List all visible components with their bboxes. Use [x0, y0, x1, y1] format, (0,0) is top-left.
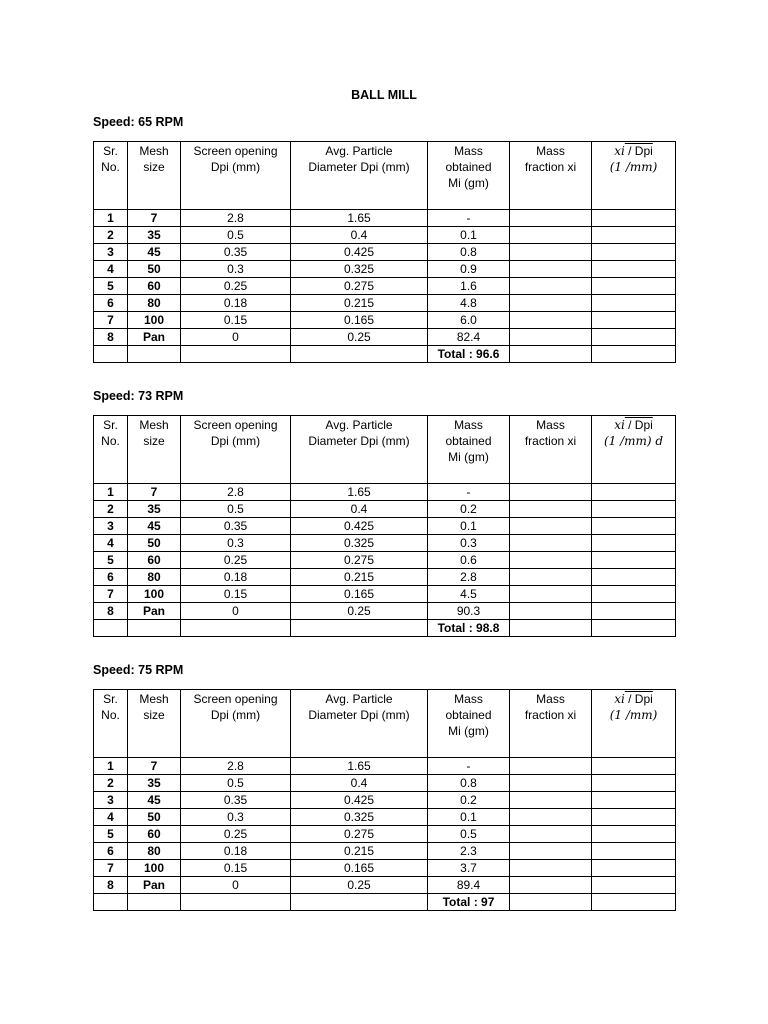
table-cell: 4 [94, 535, 128, 552]
table-cell: 6 [94, 569, 128, 586]
table-cell: 7 [128, 210, 181, 227]
mass-fraction-cell [510, 535, 592, 552]
table-cell: Pan [128, 603, 181, 620]
table-cell: Pan [128, 877, 181, 894]
ratio-sep: / Dpi [624, 692, 653, 706]
ratio-cell [592, 758, 676, 775]
table-cell: 0.275 [291, 278, 428, 295]
table-row [94, 826, 676, 843]
table-cell: 50 [128, 809, 181, 826]
header-line: Diameter Dpi (mm) [308, 434, 410, 448]
table-cell: 5 [94, 826, 128, 843]
table-row [94, 227, 676, 244]
mass-fraction-cell [510, 586, 592, 603]
xi-symbol: xi [614, 144, 625, 158]
empty-cell [128, 620, 181, 637]
table-cell: 2 [94, 775, 128, 792]
table-cell: 0.325 [291, 535, 428, 552]
total-row [94, 894, 676, 911]
table-row [94, 775, 676, 792]
table-cell: 100 [128, 860, 181, 877]
header-avg [291, 416, 428, 484]
table-row [94, 586, 676, 603]
table-cell: 0.25 [291, 603, 428, 620]
header-line: Avg. Particle [325, 144, 393, 158]
table-cell: 0.3 [181, 809, 291, 826]
header-line: Dpi (mm) [210, 160, 261, 174]
table-cell: 0.325 [291, 809, 428, 826]
table-cell: 0 [181, 329, 291, 346]
ratio-cell [592, 312, 676, 329]
ratio-cell [592, 792, 676, 809]
header-row [94, 416, 676, 484]
table-cell: 89.4 [428, 877, 510, 894]
table-cell: 7 [94, 860, 128, 877]
ratio-cell [592, 603, 676, 620]
header-fraction [510, 416, 592, 484]
table-cell: 0.5 [181, 227, 291, 244]
table-cell: 4.8 [428, 295, 510, 312]
table-row [94, 518, 676, 535]
table-cell: 0.9 [428, 261, 510, 278]
table-cell: 0.165 [291, 860, 428, 877]
header-line: Sr. [103, 692, 118, 706]
table-cell: 0.4 [291, 227, 428, 244]
header-line: Avg. Particle [325, 692, 393, 706]
table-row [94, 860, 676, 877]
mass-fraction-cell [510, 826, 592, 843]
header-line: obtained [445, 434, 492, 448]
data-table [93, 141, 676, 363]
header-fraction [510, 690, 592, 758]
table-cell: 0.18 [181, 569, 291, 586]
header-screen [181, 690, 291, 758]
table-cell: 0 [181, 603, 291, 620]
header-mesh [128, 142, 181, 210]
header-line: Mesh [139, 144, 169, 158]
header-screen [181, 416, 291, 484]
table-cell: 1 [94, 758, 128, 775]
mass-fraction-cell [510, 278, 592, 295]
table-cell: 0.275 [291, 552, 428, 569]
table-cell: 3 [94, 792, 128, 809]
header-line: Mesh [139, 418, 169, 432]
table-cell: 7 [94, 312, 128, 329]
table-cell: 0.25 [181, 278, 291, 295]
header-line: Mass [454, 144, 483, 158]
table-cell: 6 [94, 843, 128, 860]
table-cell: 45 [128, 244, 181, 261]
table-cell: 100 [128, 586, 181, 603]
table-cell: 0.25 [181, 552, 291, 569]
header-line: Mi (gm) [448, 724, 489, 738]
table-cell: - [428, 484, 510, 501]
table-cell: 45 [128, 792, 181, 809]
table-cell: 3 [94, 244, 128, 261]
header-fraction [510, 142, 592, 210]
mass-fraction-cell [510, 261, 592, 278]
table-cell: 45 [128, 518, 181, 535]
header-screen [181, 142, 291, 210]
table-cell: 4 [94, 809, 128, 826]
header-mass [428, 416, 510, 484]
mass-fraction-cell [510, 843, 592, 860]
mass-fraction-cell [510, 210, 592, 227]
table-cell: 0.215 [291, 569, 428, 586]
ratio-sep: / Dpi [624, 144, 653, 158]
mass-fraction-cell [510, 295, 592, 312]
header-line: Mass [536, 144, 565, 158]
header-line: Screen opening [193, 418, 278, 432]
table-cell: 0.3 [181, 535, 291, 552]
table-cell: 5 [94, 278, 128, 295]
empty-cell [291, 894, 428, 911]
table-row [94, 312, 676, 329]
table-cell: 2.8 [181, 758, 291, 775]
header-line: Sr. [103, 144, 118, 158]
table-row [94, 569, 676, 586]
table-cell: 35 [128, 501, 181, 518]
page-title: BALL MILL [351, 88, 417, 102]
table-cell: 0.4 [291, 501, 428, 518]
table-cell: 0.215 [291, 843, 428, 860]
header-line: Mi (gm) [448, 176, 489, 190]
total-row [94, 346, 676, 363]
data-table [93, 415, 676, 637]
data-table [93, 689, 676, 911]
table-cell: 35 [128, 227, 181, 244]
table-cell: 4.5 [428, 586, 510, 603]
table-cell: 0.4 [291, 775, 428, 792]
table-cell: 0.1 [428, 809, 510, 826]
header-line: Diameter Dpi (mm) [308, 160, 410, 174]
table-cell: 3.7 [428, 860, 510, 877]
table-cell: 0 [181, 877, 291, 894]
table-row [94, 843, 676, 860]
table-cell: 0.5 [181, 775, 291, 792]
table-cell: 0.165 [291, 586, 428, 603]
header-line: Mesh [139, 692, 169, 706]
header-ratio [592, 142, 676, 210]
table-cell: 8 [94, 329, 128, 346]
table-cell: 7 [128, 484, 181, 501]
table-cell: 0.25 [291, 329, 428, 346]
header-line: Avg. Particle [325, 418, 393, 432]
table-cell: 7 [128, 758, 181, 775]
table-row [94, 329, 676, 346]
xi-symbol: xi [614, 692, 625, 706]
table-cell: 60 [128, 552, 181, 569]
table-row [94, 295, 676, 312]
ratio-unit: (1 /mm) [609, 708, 658, 722]
header-sr [94, 142, 128, 210]
table-cell: 0.35 [181, 244, 291, 261]
ratio-cell [592, 809, 676, 826]
table-cell: Pan [128, 329, 181, 346]
table-row [94, 792, 676, 809]
ratio-cell [592, 877, 676, 894]
table-cell: 2.8 [428, 569, 510, 586]
ratio-cell [592, 843, 676, 860]
table-row [94, 877, 676, 894]
mass-fraction-cell [510, 484, 592, 501]
table-cell: 0.15 [181, 312, 291, 329]
table-cell: 2.8 [181, 210, 291, 227]
table-cell: 0.18 [181, 843, 291, 860]
header-mass [428, 142, 510, 210]
ratio-sep: / Dpi [624, 418, 653, 432]
header-mesh [128, 416, 181, 484]
mass-fraction-cell [510, 501, 592, 518]
table-cell: 0.275 [291, 826, 428, 843]
header-line: No. [101, 708, 120, 722]
speed-label: Speed: 73 RPM [93, 389, 184, 403]
header-line: size [143, 160, 165, 174]
table-cell: 0.1 [428, 518, 510, 535]
table-cell: 0.1 [428, 227, 510, 244]
table-cell: 6 [94, 295, 128, 312]
header-line: size [143, 708, 165, 722]
ratio-cell [592, 261, 676, 278]
header-line: size [143, 434, 165, 448]
table-cell: 0.25 [291, 877, 428, 894]
table-cell: 0.5 [181, 501, 291, 518]
total-cell: Total : 97 [428, 894, 510, 911]
table-cell: 0.3 [181, 261, 291, 278]
table-row [94, 244, 676, 261]
mass-fraction-cell [510, 244, 592, 261]
mass-fraction-cell [510, 775, 592, 792]
empty-cell [181, 620, 291, 637]
empty-cell [94, 894, 128, 911]
table-cell: 0.425 [291, 518, 428, 535]
table-cell: 35 [128, 775, 181, 792]
mass-fraction-cell [510, 329, 592, 346]
mass-fraction-cell [510, 312, 592, 329]
header-line: fraction xi [524, 708, 577, 722]
table-cell: 8 [94, 603, 128, 620]
table-cell: 0.8 [428, 244, 510, 261]
table-row [94, 535, 676, 552]
table-cell: 60 [128, 826, 181, 843]
header-line: obtained [445, 708, 492, 722]
empty-cell [592, 346, 676, 363]
table-cell: 0.18 [181, 295, 291, 312]
mass-fraction-cell [510, 552, 592, 569]
header-avg [291, 142, 428, 210]
table-cell: 8 [94, 877, 128, 894]
table-row [94, 261, 676, 278]
table-row [94, 278, 676, 295]
header-line: Sr. [103, 418, 118, 432]
header-line: fraction xi [524, 160, 577, 174]
header-line: Mass [454, 692, 483, 706]
header-ratio [592, 690, 676, 758]
table-cell: 1 [94, 484, 128, 501]
header-sr [94, 690, 128, 758]
table-row [94, 758, 676, 775]
header-line: Mass [454, 418, 483, 432]
ratio-cell [592, 501, 676, 518]
table-cell: 1.65 [291, 758, 428, 775]
table-cell: 6.0 [428, 312, 510, 329]
table-row [94, 552, 676, 569]
header-line: Screen opening [193, 692, 278, 706]
table-cell: 0.15 [181, 860, 291, 877]
mass-fraction-cell [510, 603, 592, 620]
ratio-cell [592, 775, 676, 792]
table-cell: 0.15 [181, 586, 291, 603]
empty-cell [128, 894, 181, 911]
header-line: No. [101, 434, 120, 448]
header-line: obtained [445, 160, 492, 174]
table-cell: 82.4 [428, 329, 510, 346]
table-cell: 0.25 [181, 826, 291, 843]
header-ratio [592, 416, 676, 484]
table-cell: 0.2 [428, 792, 510, 809]
table-cell: 90.3 [428, 603, 510, 620]
table-row [94, 210, 676, 227]
header-line: Screen opening [193, 144, 278, 158]
table-cell: 60 [128, 278, 181, 295]
table-row [94, 809, 676, 826]
empty-cell [94, 620, 128, 637]
header-line: Mass [536, 418, 565, 432]
table-cell: 100 [128, 312, 181, 329]
empty-cell [291, 346, 428, 363]
table-cell: 0.325 [291, 261, 428, 278]
table-cell: 2.3 [428, 843, 510, 860]
table-cell: 1.65 [291, 484, 428, 501]
empty-cell [592, 620, 676, 637]
ratio-unit: (1 /mm) [609, 160, 658, 174]
header-line: Diameter Dpi (mm) [308, 708, 410, 722]
empty-cell [128, 346, 181, 363]
ratio-cell [592, 569, 676, 586]
header-line: No. [101, 160, 120, 174]
table-cell: 2 [94, 227, 128, 244]
table-row [94, 603, 676, 620]
total-cell: Total : 98.8 [428, 620, 510, 637]
table-cell: 2 [94, 501, 128, 518]
table-cell: - [428, 758, 510, 775]
ratio-cell [592, 552, 676, 569]
header-line: Dpi (mm) [210, 708, 261, 722]
mass-fraction-cell [510, 860, 592, 877]
empty-cell [181, 894, 291, 911]
ratio-cell [592, 586, 676, 603]
table-cell: 7 [94, 586, 128, 603]
mass-fraction-cell [510, 877, 592, 894]
table-cell: 0.35 [181, 792, 291, 809]
table-cell: 5 [94, 552, 128, 569]
ratio-cell [592, 535, 676, 552]
ratio-cell [592, 826, 676, 843]
table-cell: 0.35 [181, 518, 291, 535]
table-row [94, 501, 676, 518]
header-row [94, 690, 676, 758]
table-cell: 0.165 [291, 312, 428, 329]
header-sr [94, 416, 128, 484]
table-cell: 0.2 [428, 501, 510, 518]
table-cell: 2.8 [181, 484, 291, 501]
empty-cell [94, 346, 128, 363]
table-cell: 0.8 [428, 775, 510, 792]
empty-cell [291, 620, 428, 637]
mass-fraction-cell [510, 569, 592, 586]
table-cell: 1 [94, 210, 128, 227]
table-cell: 0.425 [291, 244, 428, 261]
ratio-cell [592, 210, 676, 227]
mass-fraction-cell [510, 809, 592, 826]
ratio-cell [592, 278, 676, 295]
ratio-cell [592, 484, 676, 501]
header-line: fraction xi [524, 434, 577, 448]
mass-fraction-cell [510, 792, 592, 809]
empty-cell [510, 620, 592, 637]
ratio-cell [592, 329, 676, 346]
ratio-cell [592, 227, 676, 244]
table-cell: 80 [128, 569, 181, 586]
ratio-cell [592, 860, 676, 877]
table-cell: 1.65 [291, 210, 428, 227]
header-line: Mi (gm) [448, 450, 489, 464]
table-cell: 80 [128, 295, 181, 312]
header-line: Dpi (mm) [210, 434, 261, 448]
total-cell: Total : 96.6 [428, 346, 510, 363]
table-cell: 3 [94, 518, 128, 535]
mass-fraction-cell [510, 518, 592, 535]
speed-label: Speed: 65 RPM [93, 115, 184, 129]
mass-fraction-cell [510, 758, 592, 775]
header-mesh [128, 690, 181, 758]
table-cell: 50 [128, 535, 181, 552]
table-cell: - [428, 210, 510, 227]
empty-cell [181, 346, 291, 363]
table-cell: 80 [128, 843, 181, 860]
table-cell: 4 [94, 261, 128, 278]
table-cell: 50 [128, 261, 181, 278]
mass-fraction-cell [510, 227, 592, 244]
header-mass [428, 690, 510, 758]
table-cell: 0.425 [291, 792, 428, 809]
header-line: Mass [536, 692, 565, 706]
table-cell: 0.6 [428, 552, 510, 569]
table-cell: 0.5 [428, 826, 510, 843]
ratio-cell [592, 518, 676, 535]
ratio-cell [592, 244, 676, 261]
ratio-cell [592, 295, 676, 312]
empty-cell [592, 894, 676, 911]
empty-cell [510, 894, 592, 911]
total-row [94, 620, 676, 637]
table-cell: 0.3 [428, 535, 510, 552]
table-row [94, 484, 676, 501]
table-cell: 1.6 [428, 278, 510, 295]
table-cell: 0.215 [291, 295, 428, 312]
speed-label: Speed: 75 RPM [93, 663, 184, 677]
xi-symbol: xi [614, 418, 625, 432]
header-avg [291, 690, 428, 758]
header-row [94, 142, 676, 210]
empty-cell [510, 346, 592, 363]
ratio-unit: (1 /mm) d [603, 434, 664, 448]
